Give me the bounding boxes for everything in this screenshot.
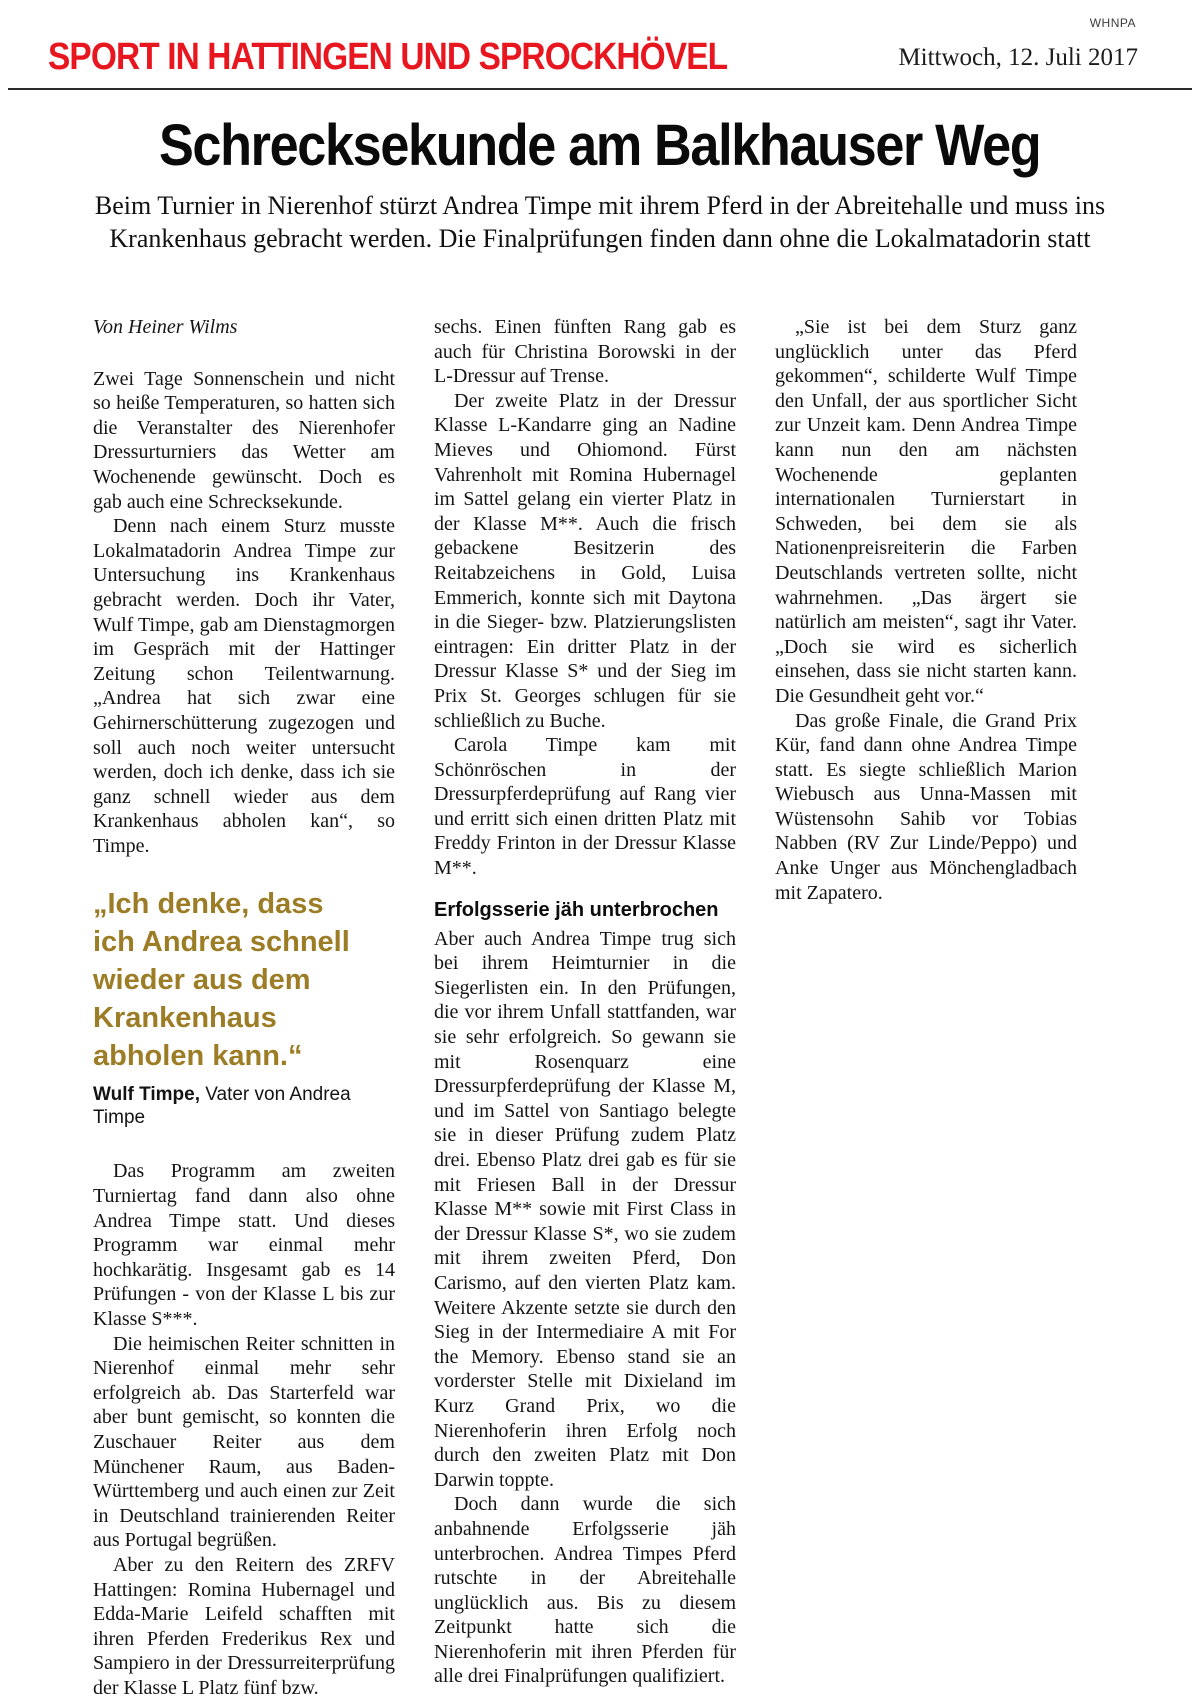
pull-quote-attribution	[93, 1083, 395, 1129]
pull-quote	[93, 885, 395, 1075]
article-paragraph: Der zweite Platz in der Dressur Klasse L-Kandarre ging an Nadine Mieves und Ohiomond. Fürst Vahrenholt mit Romina Hubernagel im Sattel gelang ein vierter Platz in der Klasse M**. Auch die frisch gebackene Besitzerin des Reitabzeichens in Gold, Luisa Emmerich, konnte sich mit Daytona in die Sieger- bzw. Platzierungslisten eintragen: Ein dritter Platz in der Dressur Klasse S* und der Sieg im Prix St. Georges schlugen für sie schließlich zu Buche.	[434, 389, 736, 732]
attribution-name: Wulf Timpe,	[93, 1084, 200, 1106]
pull-quote-line: wieder aus dem	[93, 964, 311, 997]
article-paragraph: Aber auch Andrea Timpe trug sich bei ihrem Heimturnier in die Siegerlisten ein. In den Prüfungen, die vor ihrem Unfall stattfanden, war sie sehr erfolgreich. So gewann sie mit Rosenquarz eine Dressurpferdeprüfung der Klasse M, und im Sattel von Santiago belegte sie in dieser Prüfung zudem Platz drei. Ebenso Platz drei gab es für sie mit Friesen Ball in der Dressur Klasse M** sowie mit First Class in der Dressur Klasse S*, wo sie zudem mit ihrem zweiten Pferd, Don Carismo, auf den vierten Platz kam. Weitere Akzente setzte sie durch den Sieg in der Intermediaire A mit For the Memory. Ebenso stand sie an vorderster Stelle mit Dixieland im Kurz Grand Prix, wo die Nierenhoferin ihren Erfolg noch durch den zweiten Platz mit Don Darwin toppte.	[434, 927, 736, 1491]
article-column-2	[434, 315, 736, 1701]
article-body	[93, 315, 1118, 1701]
page-date: Mittwoch, 12. Juli 2017	[898, 44, 1138, 71]
section-kicker-wrap	[48, 36, 820, 79]
pull-quote-line: Krankenhaus	[93, 1002, 277, 1035]
article-paragraph: Denn nach einem Sturz musste Lokalmatadorin Andrea Timpe zur Untersuchung ins Krankenhaus gebracht werden. Doch ihr Vater, Wulf Timpe, gab am Dienstagmorgen im Gespräch mit der Hattinger Zeitung schon Teilentwarnung. „Andrea hat sich zwar eine Gehirnerschütterung zugezogen und soll auch noch weiter untersucht werden, doch ich denke, dass ich sie ganz schnell wieder aus dem Krankenhaus abholen kan“, so Timpe.	[93, 515, 395, 857]
article-headline: Schrecksekunde am Balkhauser Weg	[159, 113, 1041, 178]
pull-quote-line: abholen kann.“	[93, 1040, 303, 1073]
article-paragraph: Aber zu den Reitern des ZRFV Hattingen: Romina Hubernagel und Edda-Marie Leifeld schafften mit ihren Pferden Frederikus Rex und Sampiero in der Dressurreiterprüfung der Klasse L Platz fünf bzw.	[93, 1553, 395, 1699]
article-paragraph: Das große Finale, die Grand Prix Kür, fand dann ohne Andrea Timpe statt. Es siegte schließlich Marion Wiebusch aus Unna-Massen mit Wüstensohn Sahib vor Tobias Nabben (RV Zur Linde/Peppo) und Anke Unger aus Mönchengladbach mit Zapatero.	[775, 709, 1077, 904]
page-header	[0, 0, 1200, 90]
article-paragraph: Zwei Tage Sonnenschein und nicht so heiße Temperaturen, so hatten sich die Veranstalter des Nierenhofer Dressurturniers das Wetter am Wochenende gewünscht. Doch es gab auch eine Schrecksekunde.	[93, 367, 395, 513]
article-deck: Beim Turnier in Nierenhof stürzt Andrea Timpe mit ihrem Pferd in der Abreitehalle und muss ins Krankenhaus gebracht werden. Die Finalprüfungen finden dann ohne die Lokalmatadorin statt	[94, 191, 1106, 253]
article-column-1	[93, 315, 395, 1701]
pull-quote-line: ich Andrea schnell	[93, 926, 350, 959]
attribution-role: Vater von Andrea Timpe	[93, 1084, 351, 1129]
article-paragraph: Das Programm am zweiten Turniertag fand dann also ohne Andrea Timpe statt. Und dieses Programm war einmal mehr hochkarätig. Insgesamt gab es 14 Prüfungen - von der Klasse L bis zur Klasse S***.	[93, 1160, 395, 1331]
section-kicker: SPORT IN HATTINGEN UND SPROCKHÖVEL	[48, 36, 728, 78]
header-divider-rule	[8, 88, 1192, 90]
agency-code: WHNPA	[1089, 16, 1136, 30]
headline-row	[0, 112, 1200, 179]
article-paragraph: Doch dann wurde die sich anbahnende Erfolgsserie jäh unterbrochen. Andrea Timpes Pferd rutschte in der Abreitehalle unglücklich aus. Bis zu diesem Zeitpunkt hatte sich die Nierenhoferin mit ihren Pferden für alle drei Finalprüfungen qualifiziert.	[434, 1493, 736, 1688]
pull-quote-line: „Ich denke, dass	[93, 888, 324, 921]
article-paragraph: „Sie ist bei dem Sturz ganz unglücklich unter das Pferd gekommen“, schilderte Wulf Timpe den Unfall, der aus sportlicher Sicht zur Unzeit kam. Denn Andrea Timpe kann nun den am nächsten Wochenende geplanten internationalen Turnierstart in Schweden, bei dem sie als Nationenpreisreiterin die Farben Deutschlands vertreten sollte, nicht wahrnehmen. „Das ärgert sie natürlich am meisten“, sagt ihr Vater. „Doch sie wird es sicherlich einsehen, dass sie nicht starten kann. Die Gesundheit geht vor.“	[775, 316, 1077, 707]
byline: Von Heiner Wilms	[93, 316, 238, 338]
article-paragraph: Die heimischen Reiter schnitten in Nierenhof einmal mehr sehr erfolgreich ab. Das Starterfeld war aber bunt gemischt, so konnten die Zuschauer Reiter aus dem Münchener Raum, aus Baden-Württemberg und auch einen zur Zeit in Deutschland trainierenden Reiter aus Portugal begrüßen.	[93, 1332, 395, 1552]
article-paragraph: Carola Timpe kam mit Schönröschen in der Dressurpferdeprüfung auf Rang vier und erritt sich einen dritten Platz mit Freddy Frinton in der Dressur Klasse M**.	[434, 734, 736, 880]
article-paragraph: sechs. Einen fünften Rang gab es auch für Christina Borowski in der L-Dressur auf Trense.	[434, 316, 736, 388]
section-subhead: Erfolgsserie jäh unterbrochen	[434, 898, 719, 921]
article-column-3	[775, 315, 1077, 1701]
